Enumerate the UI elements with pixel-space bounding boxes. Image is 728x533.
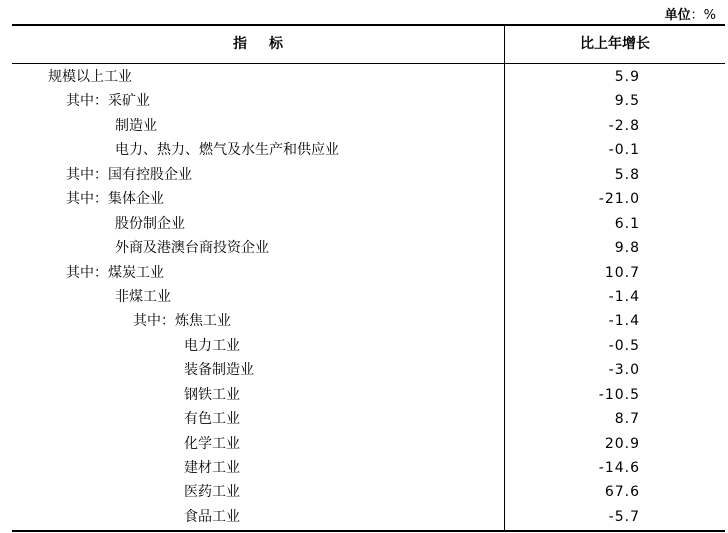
table-row xyxy=(12,432,725,456)
header-indicator-a: 指 xyxy=(233,36,247,52)
row-value: -0.5 xyxy=(608,337,640,354)
row-value: 8.7 xyxy=(614,411,640,428)
row-name: 食品工业 xyxy=(184,508,240,525)
row-prefix: 其中： xyxy=(66,93,108,110)
row-value: -0.1 xyxy=(608,142,640,159)
row-value: 10.7 xyxy=(604,264,640,281)
table-row xyxy=(12,285,725,309)
unit-label: 单位 xyxy=(664,8,691,23)
table-row xyxy=(12,138,725,162)
row-value: -10.5 xyxy=(598,386,640,403)
table-row xyxy=(12,261,725,285)
row-label xyxy=(48,65,132,89)
row-name: 有色工业 xyxy=(184,411,240,428)
table-row xyxy=(12,407,725,431)
row-value: 5.9 xyxy=(614,69,640,85)
row-value: -1.4 xyxy=(608,313,640,330)
row-value: -5.7 xyxy=(608,508,640,525)
row-label xyxy=(184,432,240,456)
header-growth: 比上年增长 xyxy=(580,36,650,52)
row-name: 集体企业 xyxy=(108,191,164,208)
row-label xyxy=(133,309,231,333)
row-name: 装备制造业 xyxy=(184,362,254,379)
row-label xyxy=(184,383,240,407)
table-body xyxy=(12,65,725,529)
table-row xyxy=(12,89,725,113)
row-name: 电力、热力、燃气及水生产和供应业 xyxy=(115,142,339,159)
row-label xyxy=(66,261,164,285)
row-label xyxy=(66,163,192,187)
row-value: 6.1 xyxy=(614,215,640,232)
row-name: 建材工业 xyxy=(184,460,240,476)
row-name: 制造业 xyxy=(115,117,157,134)
row-value: 9.5 xyxy=(614,93,640,110)
row-label xyxy=(184,505,240,529)
row-value: 9.8 xyxy=(614,240,640,257)
row-label xyxy=(66,89,150,113)
row-label xyxy=(184,407,240,431)
table-row xyxy=(12,358,725,382)
row-name: 化学工业 xyxy=(184,435,240,452)
header-indicator xyxy=(12,26,504,63)
row-name: 采矿业 xyxy=(108,93,150,110)
row-label xyxy=(115,236,269,260)
unit-note xyxy=(665,4,716,23)
row-name: 外商及港澳台商投资企业 xyxy=(115,240,269,257)
table-row xyxy=(12,383,725,407)
row-label xyxy=(115,114,157,138)
table-row xyxy=(12,163,725,187)
table-row xyxy=(12,114,725,138)
row-label xyxy=(184,334,240,358)
row-value: 5.8 xyxy=(614,166,640,183)
table-row xyxy=(12,65,725,89)
row-label xyxy=(115,212,185,236)
row-value: 67.6 xyxy=(604,484,640,501)
row-label xyxy=(115,285,171,309)
row-label xyxy=(184,480,240,504)
row-name: 钢铁工业 xyxy=(184,386,240,403)
row-value: -2.8 xyxy=(608,117,640,134)
row-label xyxy=(184,358,254,382)
row-label xyxy=(115,138,339,162)
table-row xyxy=(12,187,725,211)
header-indicator-b: 标 xyxy=(269,36,283,52)
row-value: -1.4 xyxy=(608,288,640,305)
table-row xyxy=(12,334,725,358)
row-name: 股份制企业 xyxy=(115,215,185,232)
row-prefix: 其中： xyxy=(133,313,175,330)
row-label xyxy=(184,456,240,480)
table-row xyxy=(12,505,725,529)
row-prefix: 其中： xyxy=(66,264,108,281)
unit-symbol: ：% xyxy=(690,8,716,23)
row-name: 非煤工业 xyxy=(115,288,171,305)
header-divider xyxy=(12,63,725,64)
row-name: 规模以上工业 xyxy=(48,69,132,85)
row-label xyxy=(66,187,164,211)
row-name: 煤炭工业 xyxy=(108,264,164,281)
row-prefix: 其中： xyxy=(66,191,108,208)
table-row xyxy=(12,480,725,504)
row-value: 20.9 xyxy=(604,435,640,452)
row-name: 电力工业 xyxy=(184,337,240,354)
row-value: -21.0 xyxy=(598,191,640,208)
data-table xyxy=(12,24,725,532)
table-row xyxy=(12,309,725,333)
row-value: -3.0 xyxy=(608,362,640,379)
row-prefix: 其中： xyxy=(66,166,108,183)
row-name: 炼焦工业 xyxy=(175,313,231,330)
row-name: 医药工业 xyxy=(184,484,240,501)
table-row xyxy=(12,456,725,480)
table-row xyxy=(12,212,725,236)
table-row xyxy=(12,236,725,260)
row-name: 国有控股企业 xyxy=(108,166,192,183)
row-value: -14.6 xyxy=(598,460,640,476)
